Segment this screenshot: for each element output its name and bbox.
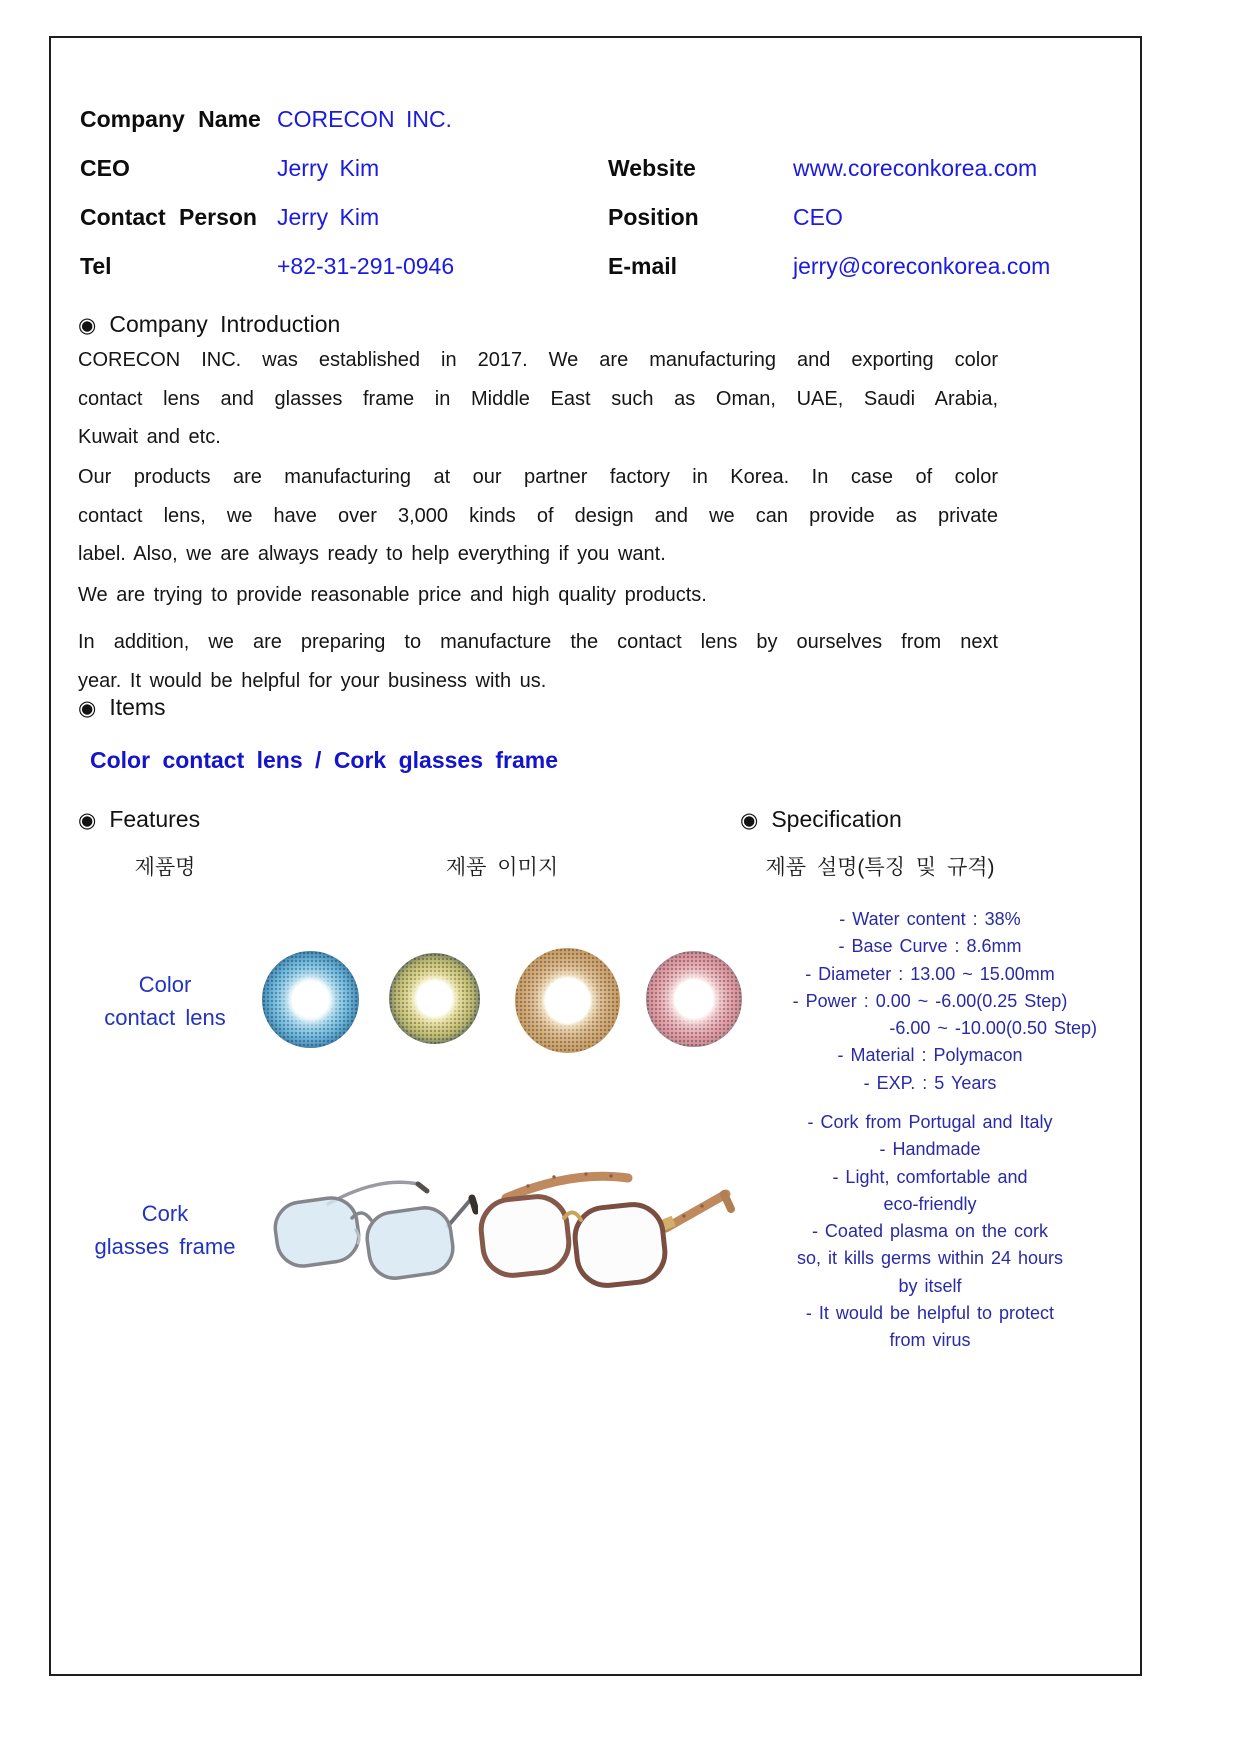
company-name-label: Company Name <box>80 106 261 132</box>
fisheye-bullet-icon: ◉ <box>740 809 759 832</box>
product-name-line: glasses frame <box>94 1233 236 1259</box>
website-label: Website <box>608 155 696 181</box>
intro-line: Kuwait and etc. <box>78 426 221 449</box>
email-link[interactable]: jerry@coreconkorea.com <box>793 253 1051 279</box>
company-name-value: CORECON INC. <box>277 106 452 132</box>
fisheye-bullet-icon: ◉ <box>78 809 97 832</box>
features-heading <box>78 806 200 833</box>
product-name-line: Color <box>138 972 192 997</box>
product-name-color-contact-lens <box>81 969 249 1034</box>
spec-line: - Water content : 38% <box>839 909 1021 929</box>
spec-line: - Handmade <box>879 1139 981 1160</box>
ceo-label: CEO <box>80 155 130 181</box>
pink-color-lens-image <box>646 951 742 1047</box>
column-header-product-desc: 제품 설명(특징 및 규격) <box>765 856 995 879</box>
spec-line: - Light, comfortable and <box>832 1166 1028 1187</box>
intro-line: Our products are manufacturing at our partner factory in Korea. In case of color <box>78 466 998 488</box>
spec-cork-glasses-frame <box>763 1109 1097 1355</box>
spec-line: - Diameter : 13.00 ~ 15.00mm <box>805 963 1055 984</box>
fisheye-bullet-icon: ◉ <box>78 314 97 337</box>
blue-color-lens-image <box>262 951 359 1048</box>
items-heading <box>78 694 166 721</box>
intro-paragraph-3 <box>78 576 998 615</box>
column-header-product-name: 제품명 <box>134 856 196 879</box>
spec-line: - Base Curve : 8.6mm <box>838 936 1022 957</box>
intro-line: CORECON INC. was established in 2017. We are manufacturing and exporting color <box>78 349 998 371</box>
spec-line: - Power : 0.00 ~ -6.00(0.25 Step) <box>792 990 1068 1011</box>
spec-color-contact-lens <box>763 906 1097 1097</box>
fisheye-bullet-icon: ◉ <box>78 697 97 720</box>
brown-color-lens-image <box>515 948 620 1053</box>
spec-line: - Coated plasma on the cork <box>811 1221 1049 1242</box>
email-label: E-mail <box>608 253 678 279</box>
spec-line: - EXP. : 5 Years <box>863 1072 997 1093</box>
spec-line: so, it kills germs within 24 hours <box>796 1248 1064 1269</box>
specification-heading <box>740 806 902 833</box>
items-title: Color contact lens / Cork glasses frame <box>90 747 559 773</box>
spec-line: - Cork from Portugal and Italy <box>807 1112 1053 1132</box>
spec-line: from virus <box>889 1330 971 1351</box>
spec-line: - Material : Polymacon <box>837 1045 1023 1066</box>
company-introduction-heading-text: Company Introduction <box>109 311 341 337</box>
product-name-line: contact lens <box>104 1004 226 1030</box>
contact-person-value: Jerry Kim <box>277 204 380 230</box>
position-label: Position <box>608 204 699 230</box>
intro-line: In addition, we are preparing to manufacture the contact lens by ourselves from next <box>78 631 998 653</box>
intro-line: year. It would be helpful for your business with us. <box>78 669 547 692</box>
features-heading-text: Features <box>109 806 201 832</box>
specification-heading-text: Specification <box>771 806 902 832</box>
column-header-product-image: 제품 이미지 <box>445 856 559 879</box>
intro-paragraph-2 <box>78 458 998 574</box>
silver-metal-glasses-image <box>268 1174 478 1280</box>
contact-person-label: Contact Person <box>80 204 257 230</box>
intro-line: label. Also, we are always ready to help everything if you want. <box>78 543 666 566</box>
intro-line: contact lens and glasses frame in Middle East such as Oman, UAE, Saudi Arabia, <box>78 387 998 410</box>
position-value: CEO <box>793 204 843 230</box>
intro-line: contact lens, we have over 3,000 kinds of design and we can provide as private <box>78 504 998 527</box>
product-name-line: Cork <box>141 1201 189 1226</box>
tel-label: Tel <box>80 253 112 279</box>
items-heading-text: Items <box>109 694 166 720</box>
spec-line: eco-friendly <box>883 1193 977 1214</box>
intro-paragraph-4 <box>78 623 998 700</box>
website-link[interactable]: www.coreconkorea.com <box>793 155 1038 181</box>
cork-frame-glasses-image <box>476 1168 741 1288</box>
intro-paragraph-1 <box>78 341 998 457</box>
spec-line: -6.00 ~ -10.00(0.50 Step) <box>889 1018 1097 1039</box>
spec-line: by itself <box>898 1275 962 1296</box>
intro-line: We are trying to provide reasonable price and high quality products. <box>78 584 707 606</box>
green-color-lens-image <box>389 953 480 1044</box>
tel-value: +82-31-291-0946 <box>277 253 455 279</box>
spec-line: - It would be helpful to protect <box>805 1303 1055 1324</box>
ceo-value: Jerry Kim <box>277 155 380 181</box>
company-introduction-heading <box>78 311 340 338</box>
product-name-cork-glasses-frame <box>81 1198 249 1263</box>
